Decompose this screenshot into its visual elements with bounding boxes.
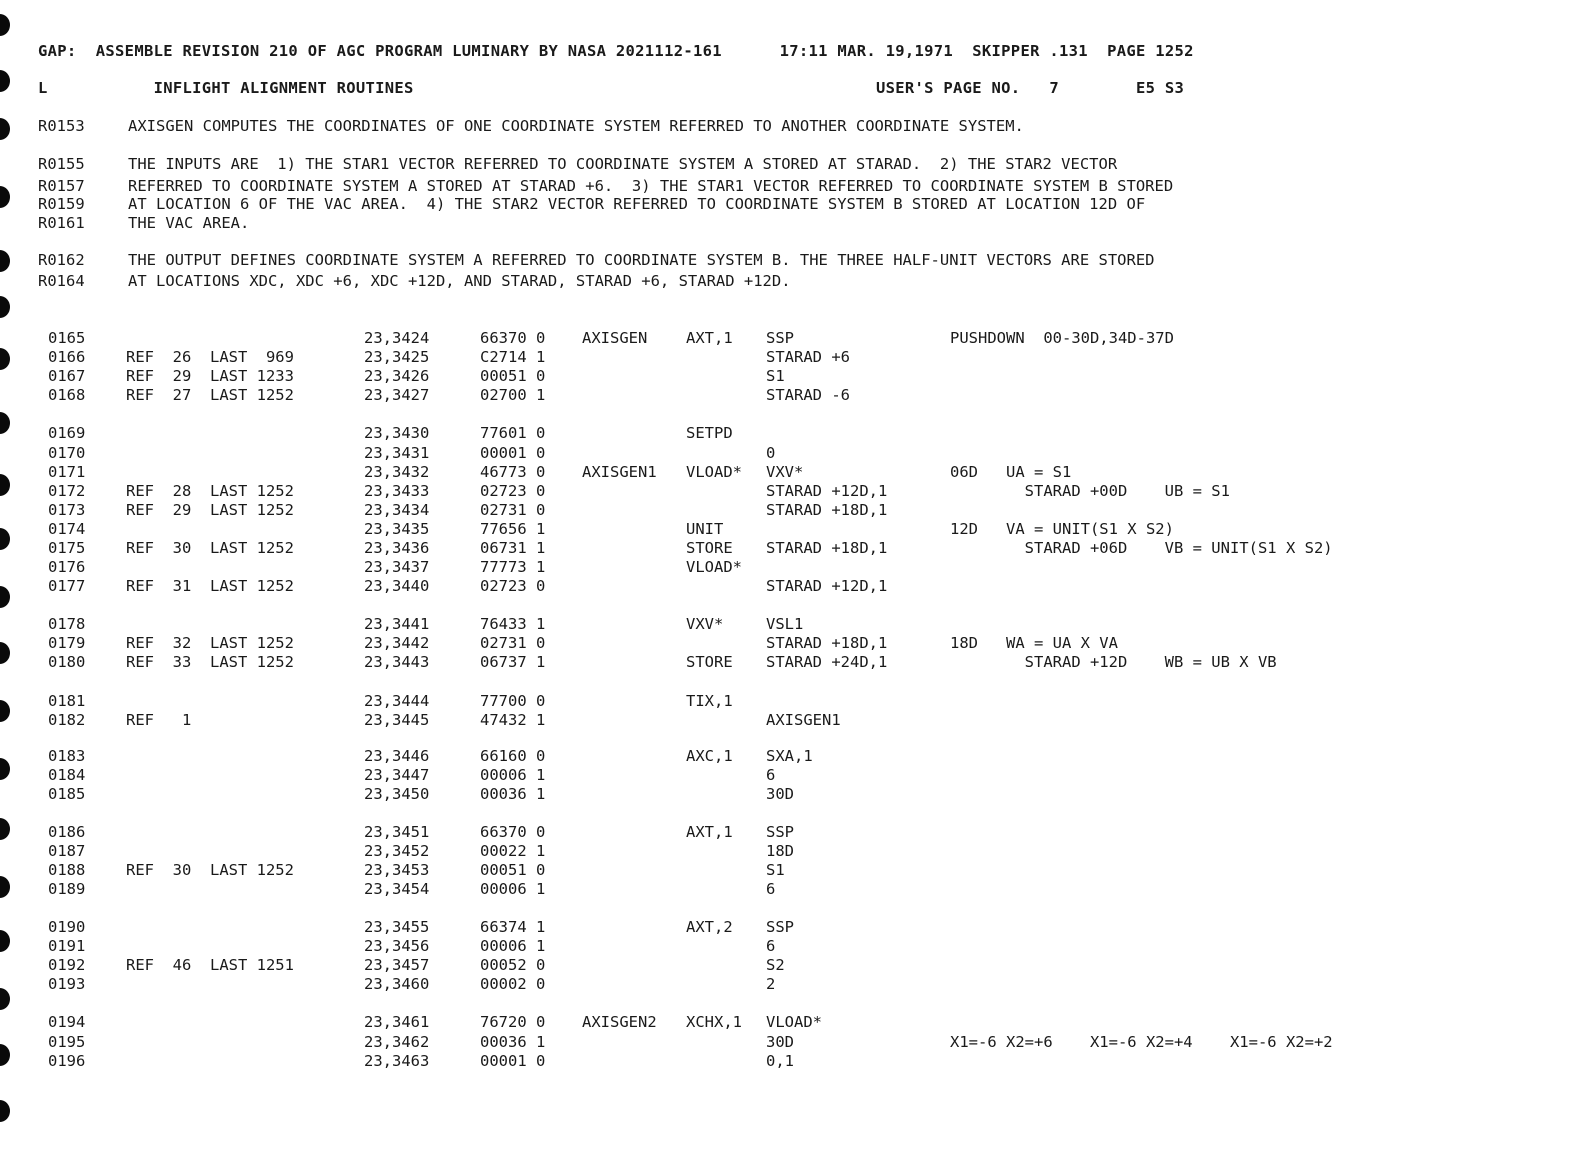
operand: STARAD +24D,1	[766, 653, 888, 671]
operand: SSP	[766, 823, 794, 841]
line-number: 0179	[48, 634, 86, 652]
line-number: 0173	[48, 501, 86, 519]
operand: SSP	[766, 329, 794, 347]
address: 23,3445	[364, 711, 430, 729]
comment-num: R0162	[38, 251, 85, 269]
ref-info: REF 27 LAST 1252	[126, 386, 294, 404]
octal-word: 66370 0	[480, 823, 546, 841]
comment-num: R0155	[38, 155, 85, 173]
opcode: VXV*	[686, 615, 724, 633]
octal-word: 76433 1	[480, 615, 546, 633]
line-number: 0187	[48, 842, 86, 860]
line-number: 0191	[48, 937, 86, 955]
punch-hole	[0, 296, 10, 318]
operand: VLOAD*	[766, 1013, 822, 1031]
page-header: GAP: ASSEMBLE REVISION 210 OF AGC PROGRAM LUMINARY BY NASA 2021112-161 17:11 MAR. 19,1971 SKIPPER .131 PAGE 1252	[38, 42, 1194, 60]
address: 23,3434	[364, 501, 430, 519]
operand: STARAD +12D,1	[766, 482, 888, 500]
punch-hole	[0, 818, 10, 840]
ref-info: REF 46 LAST 1251	[126, 956, 294, 974]
punch-hole	[0, 412, 10, 434]
operand: 2	[766, 975, 776, 993]
ref-info: REF 28 LAST 1252	[126, 482, 294, 500]
line-number: 0194	[48, 1013, 86, 1031]
comment-num: R0153	[38, 117, 85, 135]
comment-num: R0164	[38, 272, 85, 290]
address: 23,3460	[364, 975, 430, 993]
line-number: 0193	[48, 975, 86, 993]
address: 23,3444	[364, 692, 430, 710]
address: 23,3441	[364, 615, 430, 633]
line-number: 0181	[48, 692, 86, 710]
octal-word: 02731 0	[480, 501, 546, 519]
ref-info: REF 30 LAST 1252	[126, 861, 294, 879]
address: 23,3462	[364, 1033, 430, 1051]
octal-word: 00006 1	[480, 937, 546, 955]
address: 23,3425	[364, 348, 430, 366]
line-number: 0177	[48, 577, 86, 595]
line-number: 0165	[48, 329, 86, 347]
line-number: 0190	[48, 918, 86, 936]
line-number: 0188	[48, 861, 86, 879]
address: 23,3432	[364, 463, 430, 481]
line-number: 0195	[48, 1033, 86, 1051]
operand: 6	[766, 766, 776, 784]
ref-info: REF 31 LAST 1252	[126, 577, 294, 595]
octal-word: 77700 0	[480, 692, 546, 710]
opcode: AXT,1	[686, 329, 733, 347]
line-number: 0178	[48, 615, 86, 633]
octal-word: 77773 1	[480, 558, 546, 576]
punch-hole	[0, 70, 10, 92]
octal-word: 00051 0	[480, 861, 546, 879]
line-number: 0192	[48, 956, 86, 974]
octal-word: 00036 1	[480, 1033, 546, 1051]
label: AXISGEN1	[582, 463, 657, 481]
punch-hole	[0, 930, 10, 952]
operand: S1	[766, 367, 785, 385]
octal-word: 06731 1	[480, 539, 546, 557]
ref-info: REF 26 LAST 969	[126, 348, 294, 366]
line-number: 0186	[48, 823, 86, 841]
line-number: 0171	[48, 463, 86, 481]
opcode: UNIT	[686, 520, 724, 538]
comment-num: R0157	[38, 177, 85, 195]
line-number: 0167	[48, 367, 86, 385]
punch-hole	[0, 1044, 10, 1066]
operand: 6	[766, 937, 776, 955]
octal-word: 00036 1	[480, 785, 546, 803]
line-number: 0184	[48, 766, 86, 784]
remark: 18D WA = UA X VA	[950, 634, 1118, 652]
address: 23,3430	[364, 424, 430, 442]
octal-word: 47432 1	[480, 711, 546, 729]
address: 23,3451	[364, 823, 430, 841]
ref-info: REF 32 LAST 1252	[126, 634, 294, 652]
address: 23,3424	[364, 329, 430, 347]
address: 23,3457	[364, 956, 430, 974]
punch-hole	[0, 642, 10, 664]
comment-text: THE INPUTS ARE 1) THE STAR1 VECTOR REFERRED TO COORDINATE SYSTEM A STORED AT STARAD. 2) THE STAR2 VECTOR	[128, 155, 1118, 173]
operand: STARAD -6	[766, 386, 850, 404]
address: 23,3437	[364, 558, 430, 576]
address: 23,3442	[364, 634, 430, 652]
line-number: 0176	[48, 558, 86, 576]
octal-word: C2714 1	[480, 348, 546, 366]
comment-text: THE VAC AREA.	[128, 214, 250, 232]
address: 23,3427	[364, 386, 430, 404]
label: AXISGEN2	[582, 1013, 657, 1031]
punch-hole	[0, 988, 10, 1010]
comment-num: R0159	[38, 195, 85, 213]
ref-info: REF 30 LAST 1252	[126, 539, 294, 557]
operand: STARAD +12D,1	[766, 577, 888, 595]
address: 23,3450	[364, 785, 430, 803]
octal-word: 66160 0	[480, 747, 546, 765]
remark: 06D UA = S1	[950, 463, 1072, 481]
comment-text: REFERRED TO COORDINATE SYSTEM A STORED AT STARAD +6. 3) THE STAR1 VECTOR REFERRED TO COORDINATE SYSTEM B STORED	[128, 177, 1174, 195]
opcode: AXT,2	[686, 918, 733, 936]
opcode: XCHX,1	[686, 1013, 742, 1031]
operand: STARAD +18D,1	[766, 501, 888, 519]
comment-text: AT LOCATION 6 OF THE VAC AREA. 4) THE STAR2 VECTOR REFERRED TO COORDINATE SYSTEM B STORED AT LOCATION 12D OF	[128, 195, 1146, 213]
address: 23,3454	[364, 880, 430, 898]
octal-word: 00006 1	[480, 766, 546, 784]
operand: 0,1	[766, 1052, 794, 1070]
remark: PUSHDOWN 00-30D,34D-37D	[950, 329, 1174, 347]
octal-word: 00002 0	[480, 975, 546, 993]
remark: X1=-6 X2=+6 X1=-6 X2=+4 X1=-6 X2=+2	[950, 1033, 1333, 1051]
punch-hole	[0, 586, 10, 608]
operand: SSP	[766, 918, 794, 936]
octal-word: 66374 1	[480, 918, 546, 936]
punch-hole	[0, 14, 10, 36]
octal-word: 02700 1	[480, 386, 546, 404]
ref-info: REF 29 LAST 1233	[126, 367, 294, 385]
operand: STARAD +18D,1	[766, 634, 888, 652]
line-number: 0168	[48, 386, 86, 404]
octal-word: 00006 1	[480, 880, 546, 898]
opcode: SETPD	[686, 424, 733, 442]
octal-word: 06737 1	[480, 653, 546, 671]
operand: 6	[766, 880, 776, 898]
ref-info: REF 33 LAST 1252	[126, 653, 294, 671]
address: 23,3446	[364, 747, 430, 765]
opcode: AXC,1	[686, 747, 733, 765]
line-number: 0175	[48, 539, 86, 557]
octal-word: 00052 0	[480, 956, 546, 974]
punch-hole	[0, 348, 10, 370]
section-header: L INFLIGHT ALIGNMENT ROUTINES USER'S PAGE NO. 7 E5 S3	[38, 79, 1185, 97]
punch-hole	[0, 528, 10, 550]
operand: STARAD +18D,1	[766, 539, 888, 557]
punch-hole	[0, 250, 10, 272]
opcode: VLOAD*	[686, 463, 742, 481]
octal-word: 00001 0	[480, 444, 546, 462]
punch-hole	[0, 758, 10, 780]
line-number: 0182	[48, 711, 86, 729]
address: 23,3436	[364, 539, 430, 557]
address: 23,3431	[364, 444, 430, 462]
octal-word: 77601 0	[480, 424, 546, 442]
address: 23,3440	[364, 577, 430, 595]
opcode: TIX,1	[686, 692, 733, 710]
address: 23,3447	[364, 766, 430, 784]
octal-word: 66370 0	[480, 329, 546, 347]
punch-hole	[0, 118, 10, 140]
address: 23,3456	[364, 937, 430, 955]
operand: 30D	[766, 785, 794, 803]
label: AXISGEN	[582, 329, 648, 347]
opcode: VLOAD*	[686, 558, 742, 576]
comment-text: AXISGEN COMPUTES THE COORDINATES OF ONE COORDINATE SYSTEM REFERRED TO ANOTHER COORDINATE SYSTEM.	[128, 117, 1024, 135]
line-number: 0180	[48, 653, 86, 671]
address: 23,3443	[364, 653, 430, 671]
address: 23,3435	[364, 520, 430, 538]
address: 23,3455	[364, 918, 430, 936]
comment-num: R0161	[38, 214, 85, 232]
punch-hole	[0, 474, 10, 496]
ref-info: REF 29 LAST 1252	[126, 501, 294, 519]
octal-word: 00051 0	[480, 367, 546, 385]
operand: 18D	[766, 842, 794, 860]
octal-word: 77656 1	[480, 520, 546, 538]
punch-hole	[0, 876, 10, 898]
line-number: 0166	[48, 348, 86, 366]
comment-text: THE OUTPUT DEFINES COORDINATE SYSTEM A REFERRED TO COORDINATE SYSTEM B. THE THREE HALF-UNIT VECTORS ARE STORED	[128, 251, 1155, 269]
line-number: 0183	[48, 747, 86, 765]
octal-word: 46773 0	[480, 463, 546, 481]
operand: AXISGEN1	[766, 711, 841, 729]
octal-word: 00022 1	[480, 842, 546, 860]
address: 23,3433	[364, 482, 430, 500]
comment-text: AT LOCATIONS XDC, XDC +6, XDC +12D, AND STARAD, STARAD +6, STARAD +12D.	[128, 272, 791, 290]
operand: VXV*	[766, 463, 804, 481]
operand: SXA,1	[766, 747, 813, 765]
address: 23,3453	[364, 861, 430, 879]
remark: STARAD +12D WB = UB X VB	[950, 653, 1277, 671]
octal-word: 02723 0	[480, 482, 546, 500]
remark: STARAD +06D VB = UNIT(S1 X S2)	[950, 539, 1333, 557]
address: 23,3461	[364, 1013, 430, 1031]
line-number: 0174	[48, 520, 86, 538]
line-number: 0172	[48, 482, 86, 500]
opcode: STORE	[686, 539, 733, 557]
punch-hole	[0, 1100, 10, 1122]
operand: VSL1	[766, 615, 804, 633]
opcode: AXT,1	[686, 823, 733, 841]
line-number: 0196	[48, 1052, 86, 1070]
operand: 30D	[766, 1033, 794, 1051]
ref-info: REF 1	[126, 711, 192, 729]
octal-word: 00001 0	[480, 1052, 546, 1070]
octal-word: 02731 0	[480, 634, 546, 652]
address: 23,3426	[364, 367, 430, 385]
punch-hole	[0, 186, 10, 208]
line-number: 0189	[48, 880, 86, 898]
operand: STARAD +6	[766, 348, 850, 366]
punch-hole	[0, 700, 10, 722]
line-number: 0185	[48, 785, 86, 803]
line-number: 0169	[48, 424, 86, 442]
operand: S1	[766, 861, 785, 879]
remark: STARAD +00D UB = S1	[950, 482, 1230, 500]
line-number: 0170	[48, 444, 86, 462]
opcode: STORE	[686, 653, 733, 671]
octal-word: 76720 0	[480, 1013, 546, 1031]
remark: 12D VA = UNIT(S1 X S2)	[950, 520, 1174, 538]
octal-word: 02723 0	[480, 577, 546, 595]
address: 23,3452	[364, 842, 430, 860]
operand: S2	[766, 956, 785, 974]
address: 23,3463	[364, 1052, 430, 1070]
operand: 0	[766, 444, 776, 462]
